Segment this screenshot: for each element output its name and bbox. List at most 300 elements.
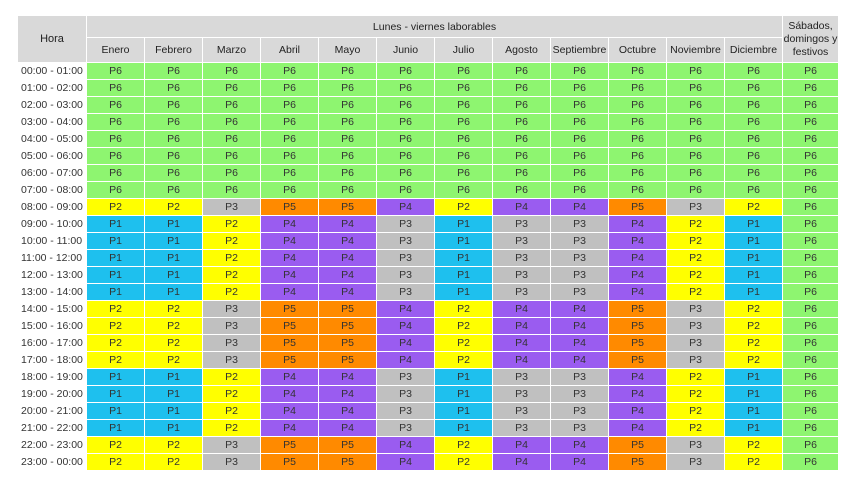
period-cell: P6 xyxy=(203,148,261,165)
period-cell: P5 xyxy=(609,199,667,216)
period-cell: P6 xyxy=(377,148,435,165)
weekend-period-cell: P6 xyxy=(783,369,839,386)
period-cell: P6 xyxy=(87,131,145,148)
table-row xyxy=(18,335,839,352)
table-header xyxy=(18,16,839,63)
period-cell: P4 xyxy=(377,454,435,471)
period-cell: P1 xyxy=(725,267,783,284)
month-header-row xyxy=(18,38,839,63)
period-cell: P6 xyxy=(551,80,609,97)
period-cell: P2 xyxy=(203,216,261,233)
table-row xyxy=(18,301,839,318)
period-cell: P6 xyxy=(203,165,261,182)
weekend-period-cell: P6 xyxy=(783,114,839,131)
period-cell: P4 xyxy=(551,335,609,352)
period-cell: P6 xyxy=(551,114,609,131)
period-cell: P3 xyxy=(667,335,725,352)
weekend-period-cell: P6 xyxy=(783,301,839,318)
period-cell: P3 xyxy=(493,420,551,437)
period-cell: P5 xyxy=(609,318,667,335)
period-cell: P3 xyxy=(551,267,609,284)
month-header-abril: Abril xyxy=(261,38,319,63)
table-row xyxy=(18,454,839,471)
period-cell: P6 xyxy=(261,131,319,148)
month-header-octubre: Octubre xyxy=(609,38,667,63)
period-cell: P6 xyxy=(493,165,551,182)
month-header-agosto: Agosto xyxy=(493,38,551,63)
period-cell: P6 xyxy=(377,80,435,97)
period-cell: P2 xyxy=(145,437,203,454)
period-cell: P4 xyxy=(319,369,377,386)
period-cell: P2 xyxy=(667,420,725,437)
period-cell: P6 xyxy=(435,182,493,199)
period-cell: P6 xyxy=(319,131,377,148)
period-cell: P3 xyxy=(203,437,261,454)
weekend-period-cell: P6 xyxy=(783,386,839,403)
table-row xyxy=(18,250,839,267)
period-cell: P2 xyxy=(87,437,145,454)
period-cell: P4 xyxy=(551,199,609,216)
hour-range-label: 23:00 - 00:00 xyxy=(18,454,87,471)
period-cell: P5 xyxy=(609,301,667,318)
period-cell: P3 xyxy=(551,369,609,386)
period-cell: P4 xyxy=(551,318,609,335)
period-cell: P4 xyxy=(261,284,319,301)
period-cell: P4 xyxy=(609,267,667,284)
period-cell: P6 xyxy=(87,165,145,182)
table-row xyxy=(18,216,839,233)
hour-range-label: 15:00 - 16:00 xyxy=(18,318,87,335)
period-cell: P3 xyxy=(667,301,725,318)
period-cell: P4 xyxy=(493,437,551,454)
period-cell: P4 xyxy=(377,199,435,216)
table-row xyxy=(18,80,839,97)
period-cell: P4 xyxy=(493,352,551,369)
period-cell: P6 xyxy=(493,182,551,199)
weekend-period-cell: P6 xyxy=(783,420,839,437)
period-cell: P4 xyxy=(261,216,319,233)
period-cell: P3 xyxy=(377,369,435,386)
period-cell: P6 xyxy=(493,131,551,148)
weekend-period-cell: P6 xyxy=(783,63,839,80)
period-cell: P1 xyxy=(145,403,203,420)
period-cell: P4 xyxy=(261,369,319,386)
period-cell: P2 xyxy=(725,199,783,216)
period-cell: P6 xyxy=(725,165,783,182)
period-cell: P6 xyxy=(609,165,667,182)
period-cell: P2 xyxy=(145,335,203,352)
period-cell: P6 xyxy=(493,80,551,97)
table-row xyxy=(18,352,839,369)
hour-range-label: 03:00 - 04:00 xyxy=(18,114,87,131)
period-cell: P4 xyxy=(377,352,435,369)
hour-range-label: 17:00 - 18:00 xyxy=(18,352,87,369)
period-cell: P6 xyxy=(667,182,725,199)
period-cell: P4 xyxy=(319,284,377,301)
period-cell: P2 xyxy=(145,199,203,216)
period-cell: P3 xyxy=(667,437,725,454)
period-cell: P2 xyxy=(667,267,725,284)
hour-range-label: 04:00 - 05:00 xyxy=(18,131,87,148)
period-cell: P6 xyxy=(493,97,551,114)
weekday-group-header: Lunes - viernes laborables xyxy=(87,16,783,38)
period-cell: P3 xyxy=(203,318,261,335)
weekend-period-cell: P6 xyxy=(783,97,839,114)
table-row xyxy=(18,369,839,386)
period-cell: P3 xyxy=(493,386,551,403)
period-cell: P1 xyxy=(725,369,783,386)
period-cell: P6 xyxy=(261,97,319,114)
period-cell: P6 xyxy=(319,63,377,80)
period-cell: P3 xyxy=(377,216,435,233)
period-cell: P2 xyxy=(145,318,203,335)
hour-range-label: 22:00 - 23:00 xyxy=(18,437,87,454)
period-cell: P3 xyxy=(377,250,435,267)
period-cell: P3 xyxy=(551,420,609,437)
period-cell: P2 xyxy=(725,352,783,369)
hour-range-label: 16:00 - 17:00 xyxy=(18,335,87,352)
period-cell: P6 xyxy=(261,63,319,80)
period-cell: P5 xyxy=(609,335,667,352)
period-cell: P3 xyxy=(493,284,551,301)
period-cell: P6 xyxy=(87,148,145,165)
period-cell: P6 xyxy=(551,165,609,182)
month-header-febrero: Febrero xyxy=(145,38,203,63)
period-cell: P3 xyxy=(377,386,435,403)
hour-range-label: 21:00 - 22:00 xyxy=(18,420,87,437)
period-cell: P1 xyxy=(435,250,493,267)
hora-header: Hora xyxy=(18,16,87,63)
period-cell: P4 xyxy=(319,420,377,437)
period-cell: P1 xyxy=(725,284,783,301)
period-cell: P6 xyxy=(667,131,725,148)
period-cell: P6 xyxy=(377,97,435,114)
period-cell: P1 xyxy=(145,420,203,437)
table-row xyxy=(18,318,839,335)
period-cell: P2 xyxy=(725,335,783,352)
period-cell: P1 xyxy=(435,420,493,437)
period-cell: P1 xyxy=(145,284,203,301)
period-cell: P3 xyxy=(667,352,725,369)
period-cell: P3 xyxy=(493,233,551,250)
period-cell: P4 xyxy=(377,335,435,352)
period-cell: P2 xyxy=(435,301,493,318)
period-cell: P1 xyxy=(435,267,493,284)
period-cell: P6 xyxy=(203,131,261,148)
period-cell: P6 xyxy=(377,165,435,182)
period-cell: P6 xyxy=(145,80,203,97)
period-cell: P6 xyxy=(319,148,377,165)
weekend-period-cell: P6 xyxy=(783,182,839,199)
period-cell: P6 xyxy=(667,97,725,114)
period-cell: P2 xyxy=(145,454,203,471)
period-cell: P1 xyxy=(87,386,145,403)
period-cell: P3 xyxy=(493,250,551,267)
period-cell: P5 xyxy=(609,352,667,369)
period-cell: P2 xyxy=(435,199,493,216)
period-cell: P6 xyxy=(145,165,203,182)
period-cell: P3 xyxy=(667,318,725,335)
period-cell: P6 xyxy=(725,63,783,80)
period-cell: P3 xyxy=(377,420,435,437)
hour-range-label: 14:00 - 15:00 xyxy=(18,301,87,318)
period-cell: P2 xyxy=(435,454,493,471)
period-cell: P6 xyxy=(261,148,319,165)
period-cell: P6 xyxy=(203,114,261,131)
period-cell: P2 xyxy=(725,301,783,318)
tariff-period-table-container xyxy=(18,16,839,471)
period-cell: P6 xyxy=(667,114,725,131)
period-cell: P4 xyxy=(609,284,667,301)
period-cell: P6 xyxy=(609,131,667,148)
period-cell: P6 xyxy=(609,148,667,165)
period-cell: P6 xyxy=(87,182,145,199)
period-cell: P6 xyxy=(145,114,203,131)
period-cell: P6 xyxy=(87,97,145,114)
period-cell: P6 xyxy=(435,80,493,97)
month-header-enero: Enero xyxy=(87,38,145,63)
period-cell: P2 xyxy=(667,250,725,267)
weekend-period-cell: P6 xyxy=(783,165,839,182)
period-cell: P1 xyxy=(435,233,493,250)
period-cell: P1 xyxy=(725,233,783,250)
month-header-mayo: Mayo xyxy=(319,38,377,63)
period-cell: P6 xyxy=(609,97,667,114)
period-cell: P3 xyxy=(551,403,609,420)
period-cell: P4 xyxy=(319,250,377,267)
table-body xyxy=(18,63,839,471)
table-row xyxy=(18,131,839,148)
period-cell: P4 xyxy=(261,420,319,437)
period-cell: P6 xyxy=(435,148,493,165)
hour-range-label: 19:00 - 20:00 xyxy=(18,386,87,403)
period-cell: P1 xyxy=(87,233,145,250)
period-cell: P6 xyxy=(145,182,203,199)
month-header-junio: Junio xyxy=(377,38,435,63)
period-cell: P2 xyxy=(145,352,203,369)
period-cell: P6 xyxy=(609,80,667,97)
period-cell: P4 xyxy=(493,335,551,352)
period-cell: P6 xyxy=(435,114,493,131)
period-cell: P6 xyxy=(667,80,725,97)
period-cell: P3 xyxy=(493,267,551,284)
period-cell: P6 xyxy=(145,131,203,148)
period-cell: P1 xyxy=(435,403,493,420)
table-row xyxy=(18,420,839,437)
period-cell: P4 xyxy=(377,437,435,454)
period-cell: P4 xyxy=(377,318,435,335)
period-cell: P6 xyxy=(203,63,261,80)
month-header-noviembre: Noviembre xyxy=(667,38,725,63)
period-cell: P5 xyxy=(319,199,377,216)
hour-range-label: 09:00 - 10:00 xyxy=(18,216,87,233)
period-cell: P2 xyxy=(725,454,783,471)
period-cell: P3 xyxy=(203,454,261,471)
hour-range-label: 12:00 - 13:00 xyxy=(18,267,87,284)
period-cell: P5 xyxy=(319,335,377,352)
period-cell: P6 xyxy=(319,97,377,114)
table-row xyxy=(18,403,839,420)
weekend-period-cell: P6 xyxy=(783,131,839,148)
hour-range-label: 07:00 - 08:00 xyxy=(18,182,87,199)
period-cell: P6 xyxy=(377,131,435,148)
period-cell: P3 xyxy=(551,233,609,250)
period-cell: P5 xyxy=(261,335,319,352)
period-cell: P6 xyxy=(725,97,783,114)
weekend-period-cell: P6 xyxy=(783,352,839,369)
period-cell: P1 xyxy=(87,369,145,386)
hour-range-label: 18:00 - 19:00 xyxy=(18,369,87,386)
weekend-period-cell: P6 xyxy=(783,80,839,97)
period-cell: P4 xyxy=(319,386,377,403)
period-cell: P1 xyxy=(87,284,145,301)
period-cell: P4 xyxy=(493,301,551,318)
period-cell: P1 xyxy=(145,216,203,233)
period-cell: P1 xyxy=(145,250,203,267)
period-cell: P6 xyxy=(87,80,145,97)
weekend-period-cell: P6 xyxy=(783,284,839,301)
period-cell: P2 xyxy=(87,454,145,471)
table-row xyxy=(18,165,839,182)
tariff-period-table xyxy=(18,16,839,471)
period-cell: P4 xyxy=(551,352,609,369)
period-cell: P2 xyxy=(435,318,493,335)
period-cell: P6 xyxy=(203,97,261,114)
period-cell: P2 xyxy=(87,199,145,216)
period-cell: P6 xyxy=(435,63,493,80)
period-cell: P2 xyxy=(667,284,725,301)
period-cell: P6 xyxy=(551,63,609,80)
table-row xyxy=(18,233,839,250)
period-cell: P5 xyxy=(319,318,377,335)
period-cell: P2 xyxy=(435,437,493,454)
period-cell: P6 xyxy=(319,182,377,199)
period-cell: P4 xyxy=(319,267,377,284)
period-cell: P6 xyxy=(377,114,435,131)
table-row xyxy=(18,284,839,301)
weekend-period-cell: P6 xyxy=(783,454,839,471)
period-cell: P6 xyxy=(87,114,145,131)
period-cell: P3 xyxy=(203,352,261,369)
period-cell: P5 xyxy=(261,454,319,471)
period-cell: P1 xyxy=(435,386,493,403)
period-cell: P3 xyxy=(203,335,261,352)
hour-range-label: 02:00 - 03:00 xyxy=(18,97,87,114)
period-cell: P6 xyxy=(203,80,261,97)
weekend-period-cell: P6 xyxy=(783,318,839,335)
period-cell: P1 xyxy=(87,216,145,233)
period-cell: P4 xyxy=(609,216,667,233)
hour-range-label: 11:00 - 12:00 xyxy=(18,250,87,267)
period-cell: P2 xyxy=(667,216,725,233)
period-cell: P6 xyxy=(725,80,783,97)
period-cell: P2 xyxy=(203,284,261,301)
period-cell: P2 xyxy=(667,403,725,420)
hour-range-label: 08:00 - 09:00 xyxy=(18,199,87,216)
weekend-header: Sábados, domingos y festivos xyxy=(783,16,839,63)
period-cell: P6 xyxy=(493,114,551,131)
period-cell: P2 xyxy=(87,318,145,335)
period-cell: P6 xyxy=(725,148,783,165)
period-cell: P6 xyxy=(319,165,377,182)
period-cell: P1 xyxy=(145,369,203,386)
period-cell: P4 xyxy=(261,250,319,267)
weekend-period-cell: P6 xyxy=(783,199,839,216)
period-cell: P4 xyxy=(493,199,551,216)
period-cell: P3 xyxy=(377,233,435,250)
period-cell: P2 xyxy=(203,420,261,437)
hour-range-label: 06:00 - 07:00 xyxy=(18,165,87,182)
period-cell: P3 xyxy=(377,284,435,301)
period-cell: P3 xyxy=(493,216,551,233)
period-cell: P1 xyxy=(145,386,203,403)
period-cell: P1 xyxy=(145,233,203,250)
period-cell: P6 xyxy=(145,97,203,114)
period-cell: P2 xyxy=(203,233,261,250)
period-cell: P6 xyxy=(261,114,319,131)
period-cell: P2 xyxy=(435,352,493,369)
period-cell: P2 xyxy=(203,267,261,284)
period-cell: P2 xyxy=(87,335,145,352)
period-cell: P3 xyxy=(667,199,725,216)
period-cell: P4 xyxy=(609,403,667,420)
period-cell: P6 xyxy=(725,182,783,199)
period-cell: P4 xyxy=(493,454,551,471)
period-cell: P6 xyxy=(551,131,609,148)
period-cell: P3 xyxy=(377,403,435,420)
period-cell: P1 xyxy=(435,216,493,233)
period-cell: P4 xyxy=(609,386,667,403)
period-cell: P4 xyxy=(551,437,609,454)
period-cell: P6 xyxy=(667,165,725,182)
period-cell: P1 xyxy=(725,216,783,233)
period-cell: P6 xyxy=(319,80,377,97)
weekend-period-cell: P6 xyxy=(783,437,839,454)
period-cell: P6 xyxy=(377,63,435,80)
table-row xyxy=(18,267,839,284)
period-cell: P5 xyxy=(609,454,667,471)
period-cell: P6 xyxy=(493,63,551,80)
period-cell: P2 xyxy=(667,386,725,403)
period-cell: P5 xyxy=(609,437,667,454)
period-cell: P4 xyxy=(319,233,377,250)
period-cell: P3 xyxy=(203,199,261,216)
period-cell: P2 xyxy=(725,318,783,335)
period-cell: P5 xyxy=(261,318,319,335)
period-cell: P5 xyxy=(319,437,377,454)
hour-range-label: 00:00 - 01:00 xyxy=(18,63,87,80)
month-header-marzo: Marzo xyxy=(203,38,261,63)
period-cell: P2 xyxy=(203,250,261,267)
hour-range-label: 13:00 - 14:00 xyxy=(18,284,87,301)
period-cell: P6 xyxy=(377,182,435,199)
period-cell: P6 xyxy=(551,148,609,165)
period-cell: P5 xyxy=(261,352,319,369)
table-row xyxy=(18,182,839,199)
table-row xyxy=(18,97,839,114)
period-cell: P6 xyxy=(667,63,725,80)
period-cell: P2 xyxy=(203,386,261,403)
period-cell: P1 xyxy=(725,403,783,420)
period-cell: P6 xyxy=(609,182,667,199)
period-cell: P6 xyxy=(435,165,493,182)
period-cell: P1 xyxy=(435,369,493,386)
weekend-period-cell: P6 xyxy=(783,403,839,420)
period-cell: P5 xyxy=(261,199,319,216)
period-cell: P3 xyxy=(551,250,609,267)
period-cell: P5 xyxy=(319,454,377,471)
period-cell: P4 xyxy=(261,403,319,420)
